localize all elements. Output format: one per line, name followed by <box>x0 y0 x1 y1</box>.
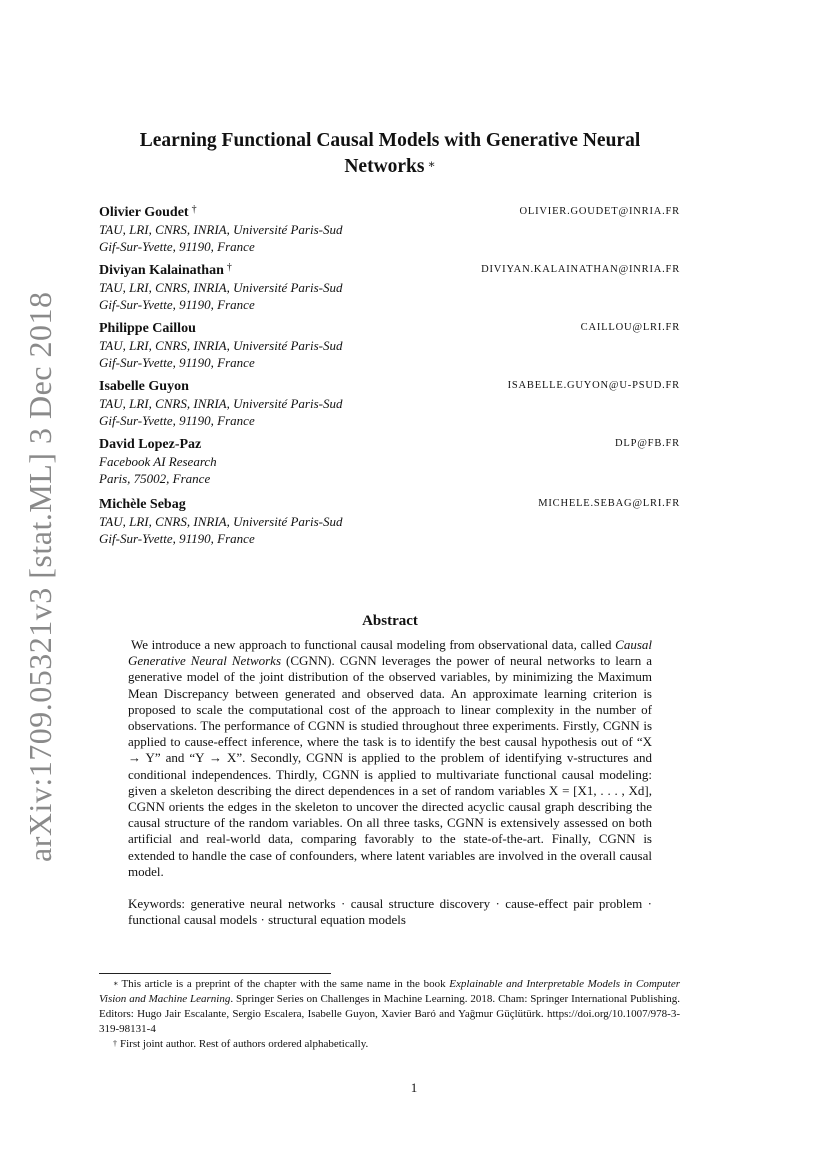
author-email[interactable]: MICHELE.SEBAG@LRI.FR <box>538 498 680 509</box>
author-name: Diviyan Kalainathan <box>99 263 224 278</box>
footnote-1 <box>99 977 680 1037</box>
footnote-rule <box>99 973 331 974</box>
abstract-text: (CGNN). CGNN leverages the power of neural networks to learn a generative model of the joint distribution of the observed variables, by minimizing the Maximum Mean Discrepancy between generated and observed data. An approximate learning criterion is proposed to scale the computational cost of the approach to linear complexity in the number of observations. The performance of CGNN is studied throughout three experiments. Firstly, CGNN is applied to cause-effect inference, where the task is to identify the best causal hypothesis out of “X → Y” and “Y → X”. Secondly, CGNN is applied to the problem of identifying v-structures and conditional independences. Thirdly, CGNN is applied to multivariate functional causal modeling: given a skeleton describing the direct dependences in a set of random variables X = [X1, . . . , Xd], CGNN orients the edges in the skeleton to uncover the directed acyclic causal graph describing the causal structure of the random variables. On all three tasks, CGNN is extensively assessed on both artificial and real-world data, comparing favorably to the state-of-the-art. Finally, CGNN is extended to handle the case of confounders, where latent variables are involved in the overall causal model. <box>128 653 652 879</box>
author-block <box>99 204 680 255</box>
author-name: Michèle Sebag <box>99 497 186 512</box>
author-email[interactable]: DIVIYAN.KALAINATHAN@INRIA.FR <box>481 264 680 275</box>
author-address: Gif-Sur-Yvette, 91190, France <box>99 239 255 254</box>
footnote-2 <box>99 1037 680 1052</box>
footnote-text: This article is a preprint of the chapter with the same name in the book <box>121 978 450 990</box>
page-number: 1 <box>410 1080 418 1095</box>
author-address: Paris, 75002, France <box>99 471 211 486</box>
author-address: Gif-Sur-Yvette, 91190, France <box>99 531 255 546</box>
author-email[interactable]: DLP@FB.FR <box>614 438 680 449</box>
author-name: David Lopez-Paz <box>99 437 202 452</box>
author-affiliation: Facebook AI Research <box>99 454 217 469</box>
author-affiliation: TAU, LRI, CNRS, INRIA, Université Paris-Sud <box>99 396 343 411</box>
abstract-italic-term: Causal Generative Neural Networks <box>128 637 652 669</box>
footnote-text: First joint author. Rest of authors ordered alphabetically. <box>120 1038 369 1050</box>
author-email[interactable]: CAILLOU@LRI.FR <box>580 322 680 333</box>
author-block <box>99 496 680 547</box>
footnote-text: . Springer Series on Challenges in Machine Learning. 2018. Cham: Springer International Publishing. Editors: Hugo Jair Escalante, Sergio Escalera, Isabelle Guyon, Xavier Baró and Yağmur Güçlütürk. https://doi.org/10.1007/978-3-319-98131-4 <box>99 993 680 1035</box>
author-address: Gif-Sur-Yvette, 91190, France <box>99 297 255 312</box>
author-email[interactable]: OLIVIER.GOUDET@INRIA.FR <box>519 206 680 217</box>
author-affiliation: TAU, LRI, CNRS, INRIA, Université Paris-Sud <box>99 338 343 353</box>
author-block <box>99 378 680 429</box>
author-block <box>99 320 680 371</box>
author-address: Gif-Sur-Yvette, 91190, France <box>99 355 255 370</box>
footnotes <box>99 977 680 1052</box>
author-affiliation: TAU, LRI, CNRS, INRIA, Université Paris-Sud <box>99 222 343 237</box>
abstract-paragraph <box>128 637 652 880</box>
abstract-body <box>128 637 652 928</box>
author-affiliation: TAU, LRI, CNRS, INRIA, Université Paris-Sud <box>99 514 343 529</box>
author-name: Olivier Goudet <box>99 205 189 220</box>
author-mark: † <box>191 204 197 215</box>
paper-title-text: Learning Functional Causal Models with Generative Neural Networks <box>139 130 641 177</box>
abstract-heading: Abstract <box>362 613 418 629</box>
arxiv-identifier: arXiv:1709.05321v3 [stat.ML] 3 Dec 2018 <box>22 291 58 862</box>
footnote-mark: ∗ <box>113 979 119 988</box>
author-name: Isabelle Guyon <box>99 379 189 394</box>
footnote-mark: † <box>113 1039 117 1048</box>
author-name: Philippe Caillou <box>99 321 196 336</box>
arxiv-stamp <box>14 291 66 862</box>
title-footnote-mark: ∗ <box>427 157 436 171</box>
keywords: Keywords: generative neural networks · causal structure discovery · cause-effect pair problem · functional causal models · structural equation models <box>128 896 652 928</box>
footnote-book-title: Explainable and Interpretable Models in Computer Vision and Machine Learning <box>99 978 680 1005</box>
abstract-text: We introduce a new approach to functional causal modeling from observational data, called <box>131 637 616 652</box>
author-affiliation: TAU, LRI, CNRS, INRIA, Université Paris-Sud <box>99 280 343 295</box>
author-block <box>99 436 680 487</box>
author-block <box>99 262 680 313</box>
author-address: Gif-Sur-Yvette, 91190, France <box>99 413 255 428</box>
author-email[interactable]: ISABELLE.GUYON@U-PSUD.FR <box>507 380 680 391</box>
author-mark: † <box>226 262 232 273</box>
paper-title <box>100 128 680 180</box>
